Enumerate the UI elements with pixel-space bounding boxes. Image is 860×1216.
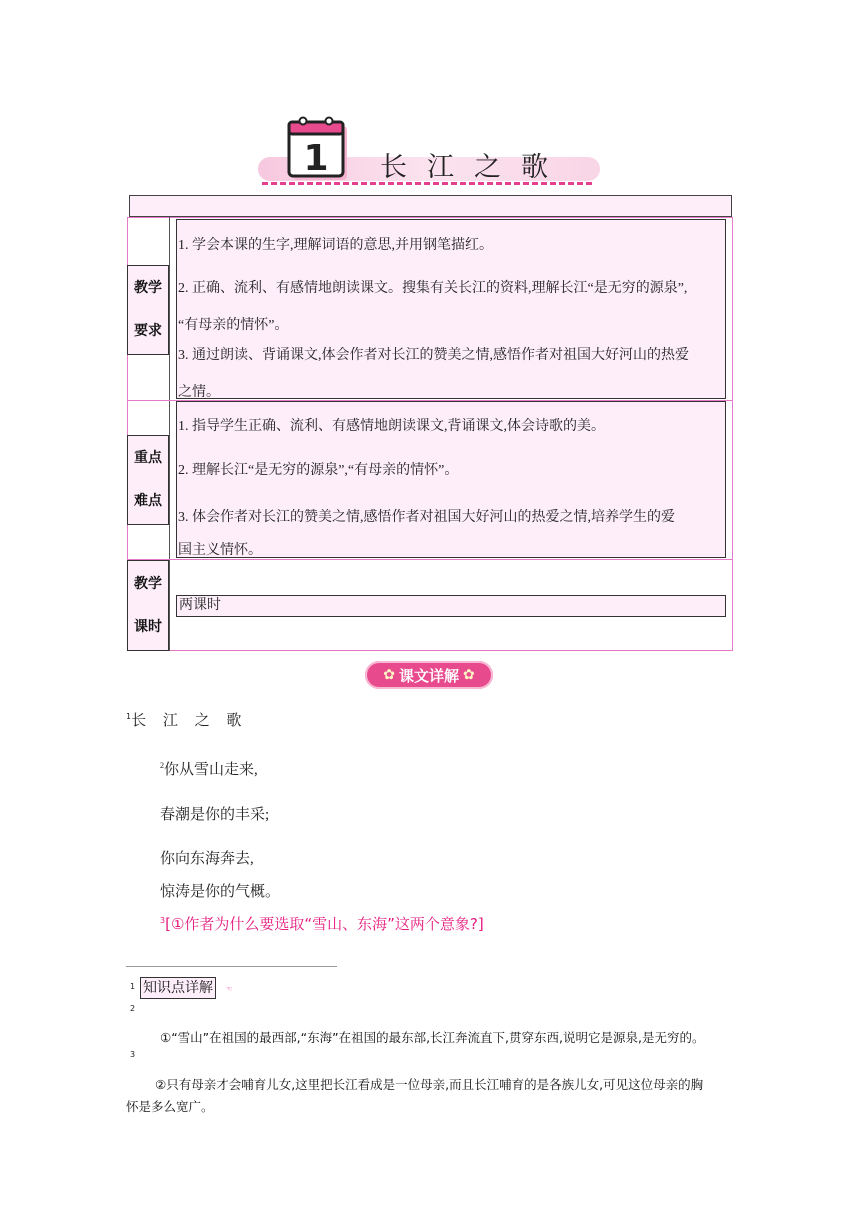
requirements-label: 教学 要求 [127,265,169,355]
table-header-strip [129,195,732,217]
table-row-divider [127,559,733,560]
period-value: 两课时 [176,595,726,617]
requirement-line: 3. 通过朗读、背诵课文,体会作者对长江的赞美之情,感悟作者对祖国大好河山的热爱 [178,348,689,363]
footnote-ref: 2 [160,761,164,770]
key-point-line: 3. 体会作者对长江的赞美之情,感悟作者对祖国大好河山的热爱之情,培养学生的爱 [178,510,675,525]
poem-title: $^1$长 江 之 歌 [126,711,248,729]
poem-line: 惊涛是你的气概。 [160,884,281,900]
footnote-ref: 1 [126,712,132,721]
key-points-label: 重点 难点 [127,435,169,525]
star-icon: ✿ [463,667,475,683]
requirement-line: “有母亲的情怀”。 [178,318,289,333]
footnote-number: 3 [130,1050,136,1059]
star-icon: ✿ [383,667,395,683]
footnote-note: ②只有母亲才会哺育儿女,这里把长江看成是一位母亲,而且长江哺育的是各族儿女,可见这位母亲的胸 [155,1077,704,1092]
footnote-number: 2 [130,1004,136,1013]
requirement-line: 2. 正确、流利、有感情地朗读课文。搜集有关长江的资料,理解长江“是无穷的源泉”, [178,281,688,296]
calendar-number-icon [283,112,357,186]
table-column-divider [169,217,170,651]
footnote-number: 1 [130,982,136,991]
key-point-line: 国主义情怀。 [178,543,262,558]
section-badge [365,661,493,689]
poem-question: $^3$[①作者为什么要选取“雪山、东海”这两个意象?] [160,915,484,933]
poem-line: $^2$你从雪山走来, [160,761,258,778]
footnote-separator [126,966,337,967]
poem-line: 春潮是你的丰采; [160,807,270,823]
requirement-line: 之情。 [178,385,220,400]
requirement-line: 1. 学会本课的生字,理解词语的意思,并用钢笔描红。 [178,238,493,253]
key-point-line: 2. 理解长江“是无穷的源泉”,“有母亲的情怀”。 [178,463,459,478]
lesson-title: 长江之歌 [380,152,568,183]
footnote-note: 怀是多么宽广。 [126,1099,214,1114]
knowledge-point-tag-icon: ☜ [226,985,233,993]
key-point-line: 1. 指导学生正确、流利、有感情地朗读课文,背诵课文,体会诗歌的美。 [178,419,605,434]
footnote-note: ①“雪山”在祖国的最西部,“东海”在祖国的最东部,长江奔流直下,贯穿东西,说明它是源泉,是无穷的。 [160,1030,705,1045]
period-label: 教学 课时 [127,560,169,651]
section-badge-label: 课文详解 [398,666,459,685]
knowledge-point-label: 知识点详解 [140,977,216,999]
poem-line: 你向东海奔去, [160,851,254,867]
footnote-ref: 3 [160,916,166,925]
lesson-number: 1 [303,138,329,179]
